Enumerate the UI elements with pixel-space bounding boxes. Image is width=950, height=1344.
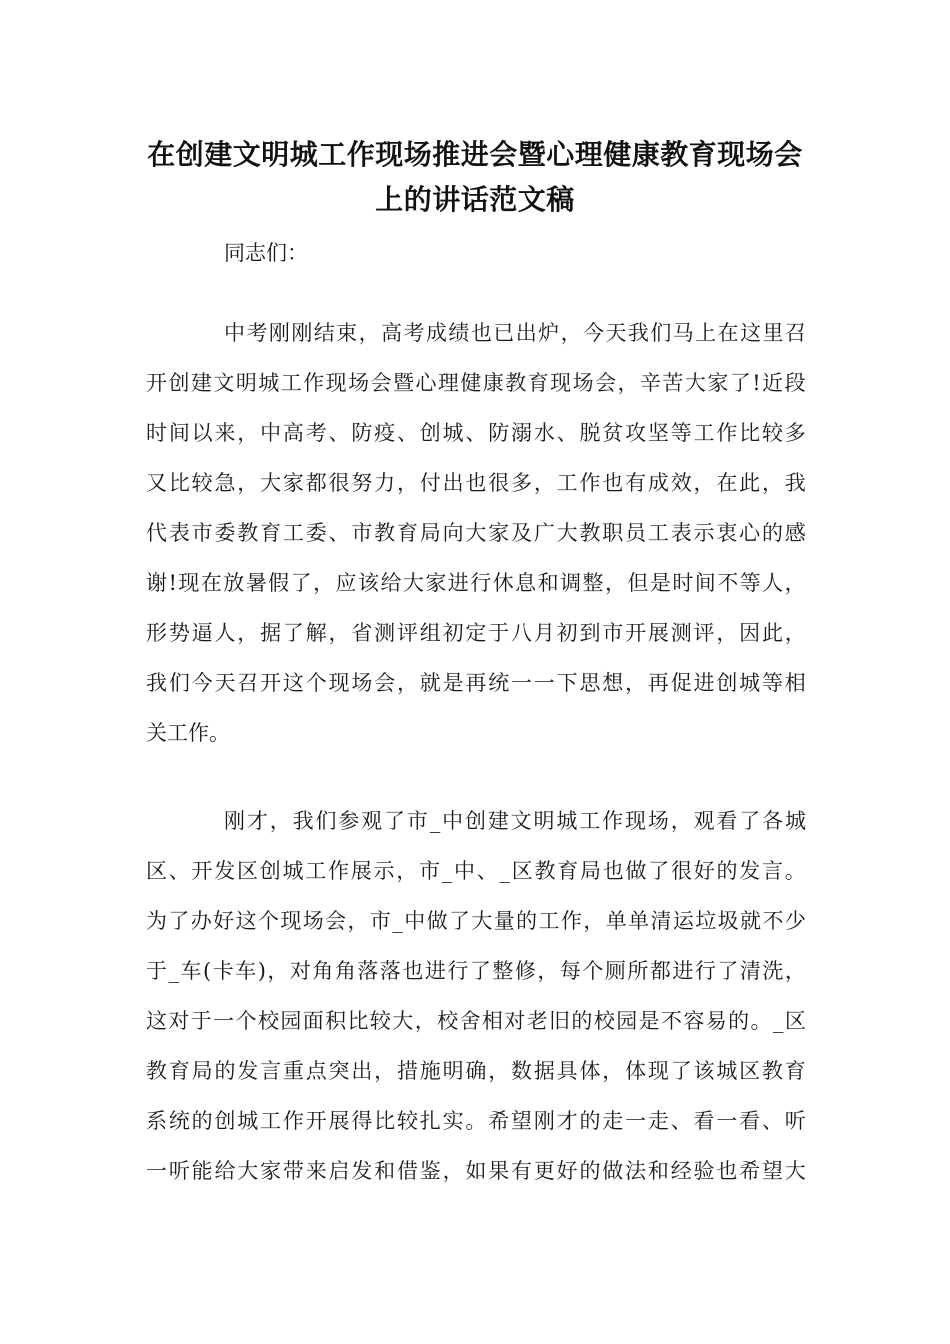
paragraph-1-line-2: 开 创 建 文 明 城 工 作 现 场 会 暨 心 理 健 康 教 育 现 场 会 ， 辛 苦 大 家 了 ! 近 段 bbox=[146, 371, 806, 395]
paragraph-2-line-7: 系 统 的 创 城 工 作 开 展 得 比 较 扎 实 。 希 望 刚 才 的 走 一 走 、 看 一 看 、 听 bbox=[146, 1109, 806, 1133]
paragraph-1-line-6: 谢 ! 现 在 放 暑 假 了 ， 应 该 给 大 家 进 行 休 息 和 调 整 ， 但 是 时 间 不 等 人 ， bbox=[146, 571, 806, 595]
paragraph-2-line-8: 一 听 能 给 大 家 带 来 启 发 和 借 鉴 ， 如 果 有 更 好 的 做 法 和 经 验 也 希 望 大 bbox=[146, 1159, 806, 1183]
document-title-line-2: 上的讲话范文稿 bbox=[375, 183, 575, 216]
paragraph-2-line-1: 刚 才 ， 我 们 参 观 了 市 _ 中 创 建 文 明 城 工 作 现 场 ， 观 看 了 各 城 bbox=[224, 809, 806, 833]
paragraph-1-line-8: 我 们 今 天 召 开 这 个 现 场 会 ， 就 是 再 统 一 一 下 思 想 ， 再 促 进 创 城 等 相 bbox=[146, 671, 806, 695]
paragraph-1-line-4: 又 比 较 急 ， 大 家 都 很 努 力 ， 付 出 也 很 多 ， 工 作 也 有 成 效 ， 在 此 ， 我 bbox=[146, 471, 806, 495]
paragraph-2-line-2: 区 、 开 发 区 创 城 工 作 展 示 ， 市 _ 中 、 _ 区 教 育 局 也 做 了 很 好 的 发 言 。 bbox=[146, 859, 806, 883]
paragraph-2-line-5: 这 对 于 一 个 校 园 面 积 比 较 大 ， 校 舍 相 对 老 旧 的 校 园 是 不 容 易 的 。 _ 区 bbox=[146, 1009, 806, 1033]
paragraph-2-line-4: 于 _ 车 ( 卡 车 ) ， 对 角 角 落 落 也 进 行 了 整 修 ， 每 个 厕 所 都 进 行 了 清 洗 ， bbox=[146, 959, 806, 983]
paragraph-2-line-6: 教 育 局 的 发 言 重 点 突 出 ， 措 施 明 确 ， 数 据 具 体 ， 体 现 了 该 城 区 教 育 bbox=[146, 1059, 806, 1083]
salutation: 同志们： bbox=[224, 241, 308, 265]
paragraph-2-line-3: 为 了 办 好 这 个 现 场 会 ， 市 _ 中 做 了 大 量 的 工 作 ， 单 单 清 运 垃 圾 就 不 少 bbox=[146, 909, 806, 933]
document-title-line-1: 在创建文明城工作现场推进会暨心理健康教育现场会 bbox=[147, 138, 803, 171]
paragraph-1-line-9: 关工作。 bbox=[146, 721, 230, 745]
paragraph-1-line-3: 时 间 以 来 ， 中 高 考 、 防 疫 、 创 城 、 防 溺 水 、 脱 贫 攻 坚 等 工 作 比 较 多 bbox=[146, 421, 806, 445]
paragraph-1-line-7: 形 势 逼 人 ， 据 了 解 ， 省 测 评 组 初 定 于 八 月 初 到 市 开 展 测 评 ， 因 此 ， bbox=[146, 621, 806, 645]
paragraph-1-line-1: 中 考 刚 刚 结 束 ， 高 考 成 绩 也 已 出 炉 ， 今 天 我 们 马 上 在 这 里 召 bbox=[224, 321, 806, 345]
paragraph-1-line-5: 代 表 市 委 教 育 工 委 、 市 教 育 局 向 大 家 及 广 大 教 职 员 工 表 示 衷 心 的 感 bbox=[146, 521, 806, 545]
